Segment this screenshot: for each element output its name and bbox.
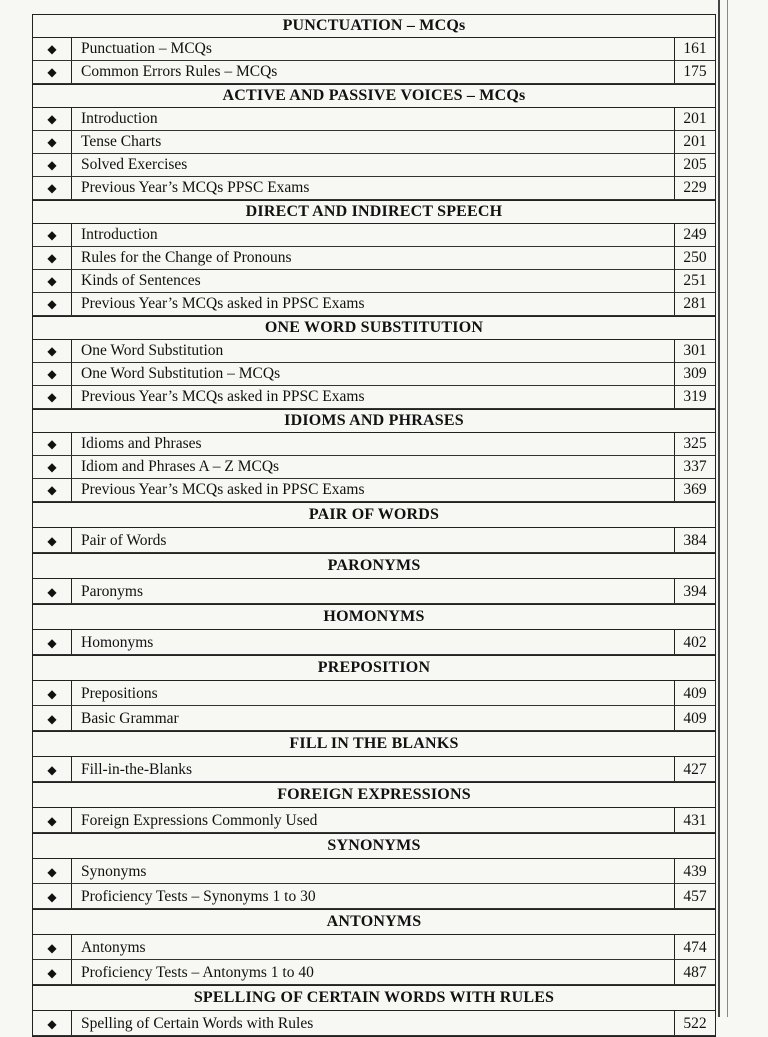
entry-page-number: 402: [674, 630, 715, 654]
diamond-bullet-icon: ◆: [33, 293, 72, 315]
section-heading: HOMONYMS: [33, 604, 715, 630]
toc-entry[interactable]: [33, 757, 715, 782]
toc-entry[interactable]: [33, 177, 715, 200]
section-heading: ANTONYMS: [33, 909, 715, 935]
toc-entry[interactable]: [33, 706, 715, 731]
entry-title: One Word Substitution: [81, 342, 224, 359]
toc-entry[interactable]: [33, 579, 715, 604]
toc-entry[interactable]: [33, 935, 715, 960]
entry-page-number: 201: [674, 131, 715, 153]
diamond-bullet-icon: ◆: [33, 154, 72, 176]
entry-title: Introduction: [81, 110, 158, 127]
diamond-bullet-icon: ◆: [33, 61, 72, 83]
toc-entry[interactable]: [33, 808, 715, 833]
diamond-bullet-icon: ◆: [33, 340, 72, 362]
entry-page-number: 301: [674, 340, 715, 362]
entry-page-number: 229: [674, 177, 715, 199]
entry-page-number: 337: [674, 456, 715, 478]
entry-title: Rules for the Change of Pronouns: [81, 249, 292, 266]
toc-entry[interactable]: [33, 884, 715, 909]
toc-section: [32, 200, 716, 316]
diamond-bullet-icon: ◆: [33, 681, 72, 705]
table-of-contents: [32, 14, 716, 1037]
entry-title: Proficiency Tests – Synonyms 1 to 30: [81, 888, 316, 905]
entry-title: Foreign Expressions Commonly Used: [81, 812, 318, 829]
entry-title: Antonyms: [81, 939, 146, 956]
toc-section: [32, 604, 716, 655]
diamond-bullet-icon: ◆: [33, 177, 72, 199]
diamond-bullet-icon: ◆: [33, 38, 72, 60]
entry-title: One Word Substitution – MCQs: [81, 365, 281, 382]
toc-entry[interactable]: [33, 479, 715, 502]
entry-page-number: 384: [674, 528, 715, 552]
section-heading: PREPOSITION: [33, 655, 715, 681]
entry-page-number: 309: [674, 363, 715, 385]
entry-title: Common Errors Rules – MCQs: [81, 63, 278, 80]
entry-title: Idioms and Phrases: [81, 435, 202, 452]
toc-section: [32, 782, 716, 833]
entry-page-number: 325: [674, 433, 715, 455]
entry-title: Idiom and Phrases A – Z MCQs: [81, 458, 280, 475]
diamond-bullet-icon: ◆: [33, 1011, 72, 1035]
toc-entry[interactable]: [33, 528, 715, 553]
toc-section: [32, 84, 716, 200]
toc-section: [32, 316, 716, 409]
entry-title: Homonyms: [81, 634, 154, 651]
diamond-bullet-icon: ◆: [33, 757, 72, 781]
entry-page-number: 409: [674, 681, 715, 705]
entry-title: Kinds of Sentences: [81, 272, 201, 289]
entry-page-number: 409: [674, 706, 715, 730]
entry-page-number: 319: [674, 386, 715, 408]
entry-page-number: 201: [674, 108, 715, 130]
entry-title: Basic Grammar: [81, 710, 179, 727]
diamond-bullet-icon: ◆: [33, 131, 72, 153]
section-heading: PAIR OF WORDS: [33, 502, 715, 528]
entry-page-number: 431: [674, 808, 715, 832]
entry-page-number: 487: [674, 960, 715, 984]
entry-title: Synonyms: [81, 863, 147, 880]
diamond-bullet-icon: ◆: [33, 433, 72, 455]
diamond-bullet-icon: ◆: [33, 960, 72, 984]
entry-title: Tense Charts: [81, 133, 162, 150]
entry-title: Previous Year’s MCQs PPSC Exams: [81, 179, 310, 196]
toc-section: [32, 731, 716, 782]
toc-entry[interactable]: [33, 859, 715, 884]
toc-entry[interactable]: [33, 61, 715, 84]
entry-page-number: 251: [674, 270, 715, 292]
section-heading: ONE WORD SUBSTITUTION: [33, 316, 715, 340]
toc-entry[interactable]: [33, 131, 715, 154]
page-edge-line-outer: [727, 0, 728, 1017]
diamond-bullet-icon: ◆: [33, 630, 72, 654]
diamond-bullet-icon: ◆: [33, 884, 72, 908]
section-heading: DIRECT AND INDIRECT SPEECH: [33, 200, 715, 224]
entry-page-number: 439: [674, 859, 715, 883]
diamond-bullet-icon: ◆: [33, 859, 72, 883]
diamond-bullet-icon: ◆: [33, 270, 72, 292]
diamond-bullet-icon: ◆: [33, 528, 72, 552]
toc-entry[interactable]: [33, 224, 715, 247]
entry-page-number: 250: [674, 247, 715, 269]
toc-entry[interactable]: [33, 630, 715, 655]
section-heading: IDIOMS AND PHRASES: [33, 409, 715, 433]
toc-entry[interactable]: [33, 386, 715, 409]
entry-title: Fill-in-the-Blanks: [81, 761, 193, 778]
toc-section: [32, 502, 716, 553]
entry-title: Proficiency Tests – Antonyms 1 to 40: [81, 964, 314, 981]
entry-title: Punctuation – MCQs: [81, 40, 212, 57]
section-heading: FILL IN THE BLANKS: [33, 731, 715, 757]
entry-title: Spelling of Certain Words with Rules: [81, 1015, 314, 1032]
toc-entry[interactable]: [33, 1011, 715, 1036]
diamond-bullet-icon: ◆: [33, 706, 72, 730]
diamond-bullet-icon: ◆: [33, 479, 72, 501]
section-heading: SPELLING OF CERTAIN WORDS WITH RULES: [33, 985, 715, 1011]
entry-page-number: 522: [674, 1011, 715, 1035]
section-heading: PARONYMS: [33, 553, 715, 579]
entry-page-number: 457: [674, 884, 715, 908]
diamond-bullet-icon: ◆: [33, 363, 72, 385]
section-heading: FOREIGN EXPRESSIONS: [33, 782, 715, 808]
toc-section: [32, 553, 716, 604]
entry-title: Prepositions: [81, 685, 158, 702]
entry-title: Previous Year’s MCQs asked in PPSC Exams: [81, 295, 365, 312]
entry-page-number: 161: [674, 38, 715, 60]
toc-section: [32, 909, 716, 985]
section-heading: ACTIVE AND PASSIVE VOICES – MCQs: [33, 84, 715, 108]
toc-section: [32, 985, 716, 1037]
entry-title: Solved Exercises: [81, 156, 188, 173]
entry-title: Pair of Words: [81, 532, 167, 549]
toc-entry[interactable]: [33, 154, 715, 177]
toc-entry[interactable]: [33, 363, 715, 386]
diamond-bullet-icon: ◆: [33, 935, 72, 959]
diamond-bullet-icon: ◆: [33, 808, 72, 832]
toc-entry[interactable]: [33, 433, 715, 456]
toc-entry[interactable]: [33, 960, 715, 985]
entry-page-number: 249: [674, 224, 715, 246]
toc-section: [32, 655, 716, 731]
entry-page-number: 427: [674, 757, 715, 781]
entry-title: Introduction: [81, 226, 158, 243]
toc-entry[interactable]: [33, 108, 715, 131]
toc-section: [32, 833, 716, 909]
toc-entry[interactable]: [33, 681, 715, 706]
entry-page-number: 205: [674, 154, 715, 176]
entry-title: Previous Year’s MCQs asked in PPSC Exams: [81, 388, 365, 405]
entry-page-number: 175: [674, 61, 715, 83]
entry-title: Previous Year’s MCQs asked in PPSC Exams: [81, 481, 365, 498]
entry-page-number: 281: [674, 293, 715, 315]
diamond-bullet-icon: ◆: [33, 386, 72, 408]
section-heading: SYNONYMS: [33, 833, 715, 859]
entry-page-number: 394: [674, 579, 715, 603]
diamond-bullet-icon: ◆: [33, 224, 72, 246]
toc-entry[interactable]: [33, 38, 715, 61]
diamond-bullet-icon: ◆: [33, 108, 72, 130]
entry-title: Paronyms: [81, 583, 143, 600]
diamond-bullet-icon: ◆: [33, 579, 72, 603]
toc-entry[interactable]: [33, 293, 715, 316]
toc-entry[interactable]: [33, 270, 715, 293]
toc-section: [32, 14, 716, 84]
toc-entry[interactable]: [33, 456, 715, 479]
toc-section: [32, 409, 716, 502]
page-edge-line: [718, 0, 720, 1017]
toc-entry[interactable]: [33, 247, 715, 270]
toc-entry[interactable]: [33, 340, 715, 363]
entry-page-number: 474: [674, 935, 715, 959]
diamond-bullet-icon: ◆: [33, 456, 72, 478]
diamond-bullet-icon: ◆: [33, 247, 72, 269]
section-heading: PUNCTUATION – MCQs: [33, 14, 715, 38]
entry-page-number: 369: [674, 479, 715, 501]
